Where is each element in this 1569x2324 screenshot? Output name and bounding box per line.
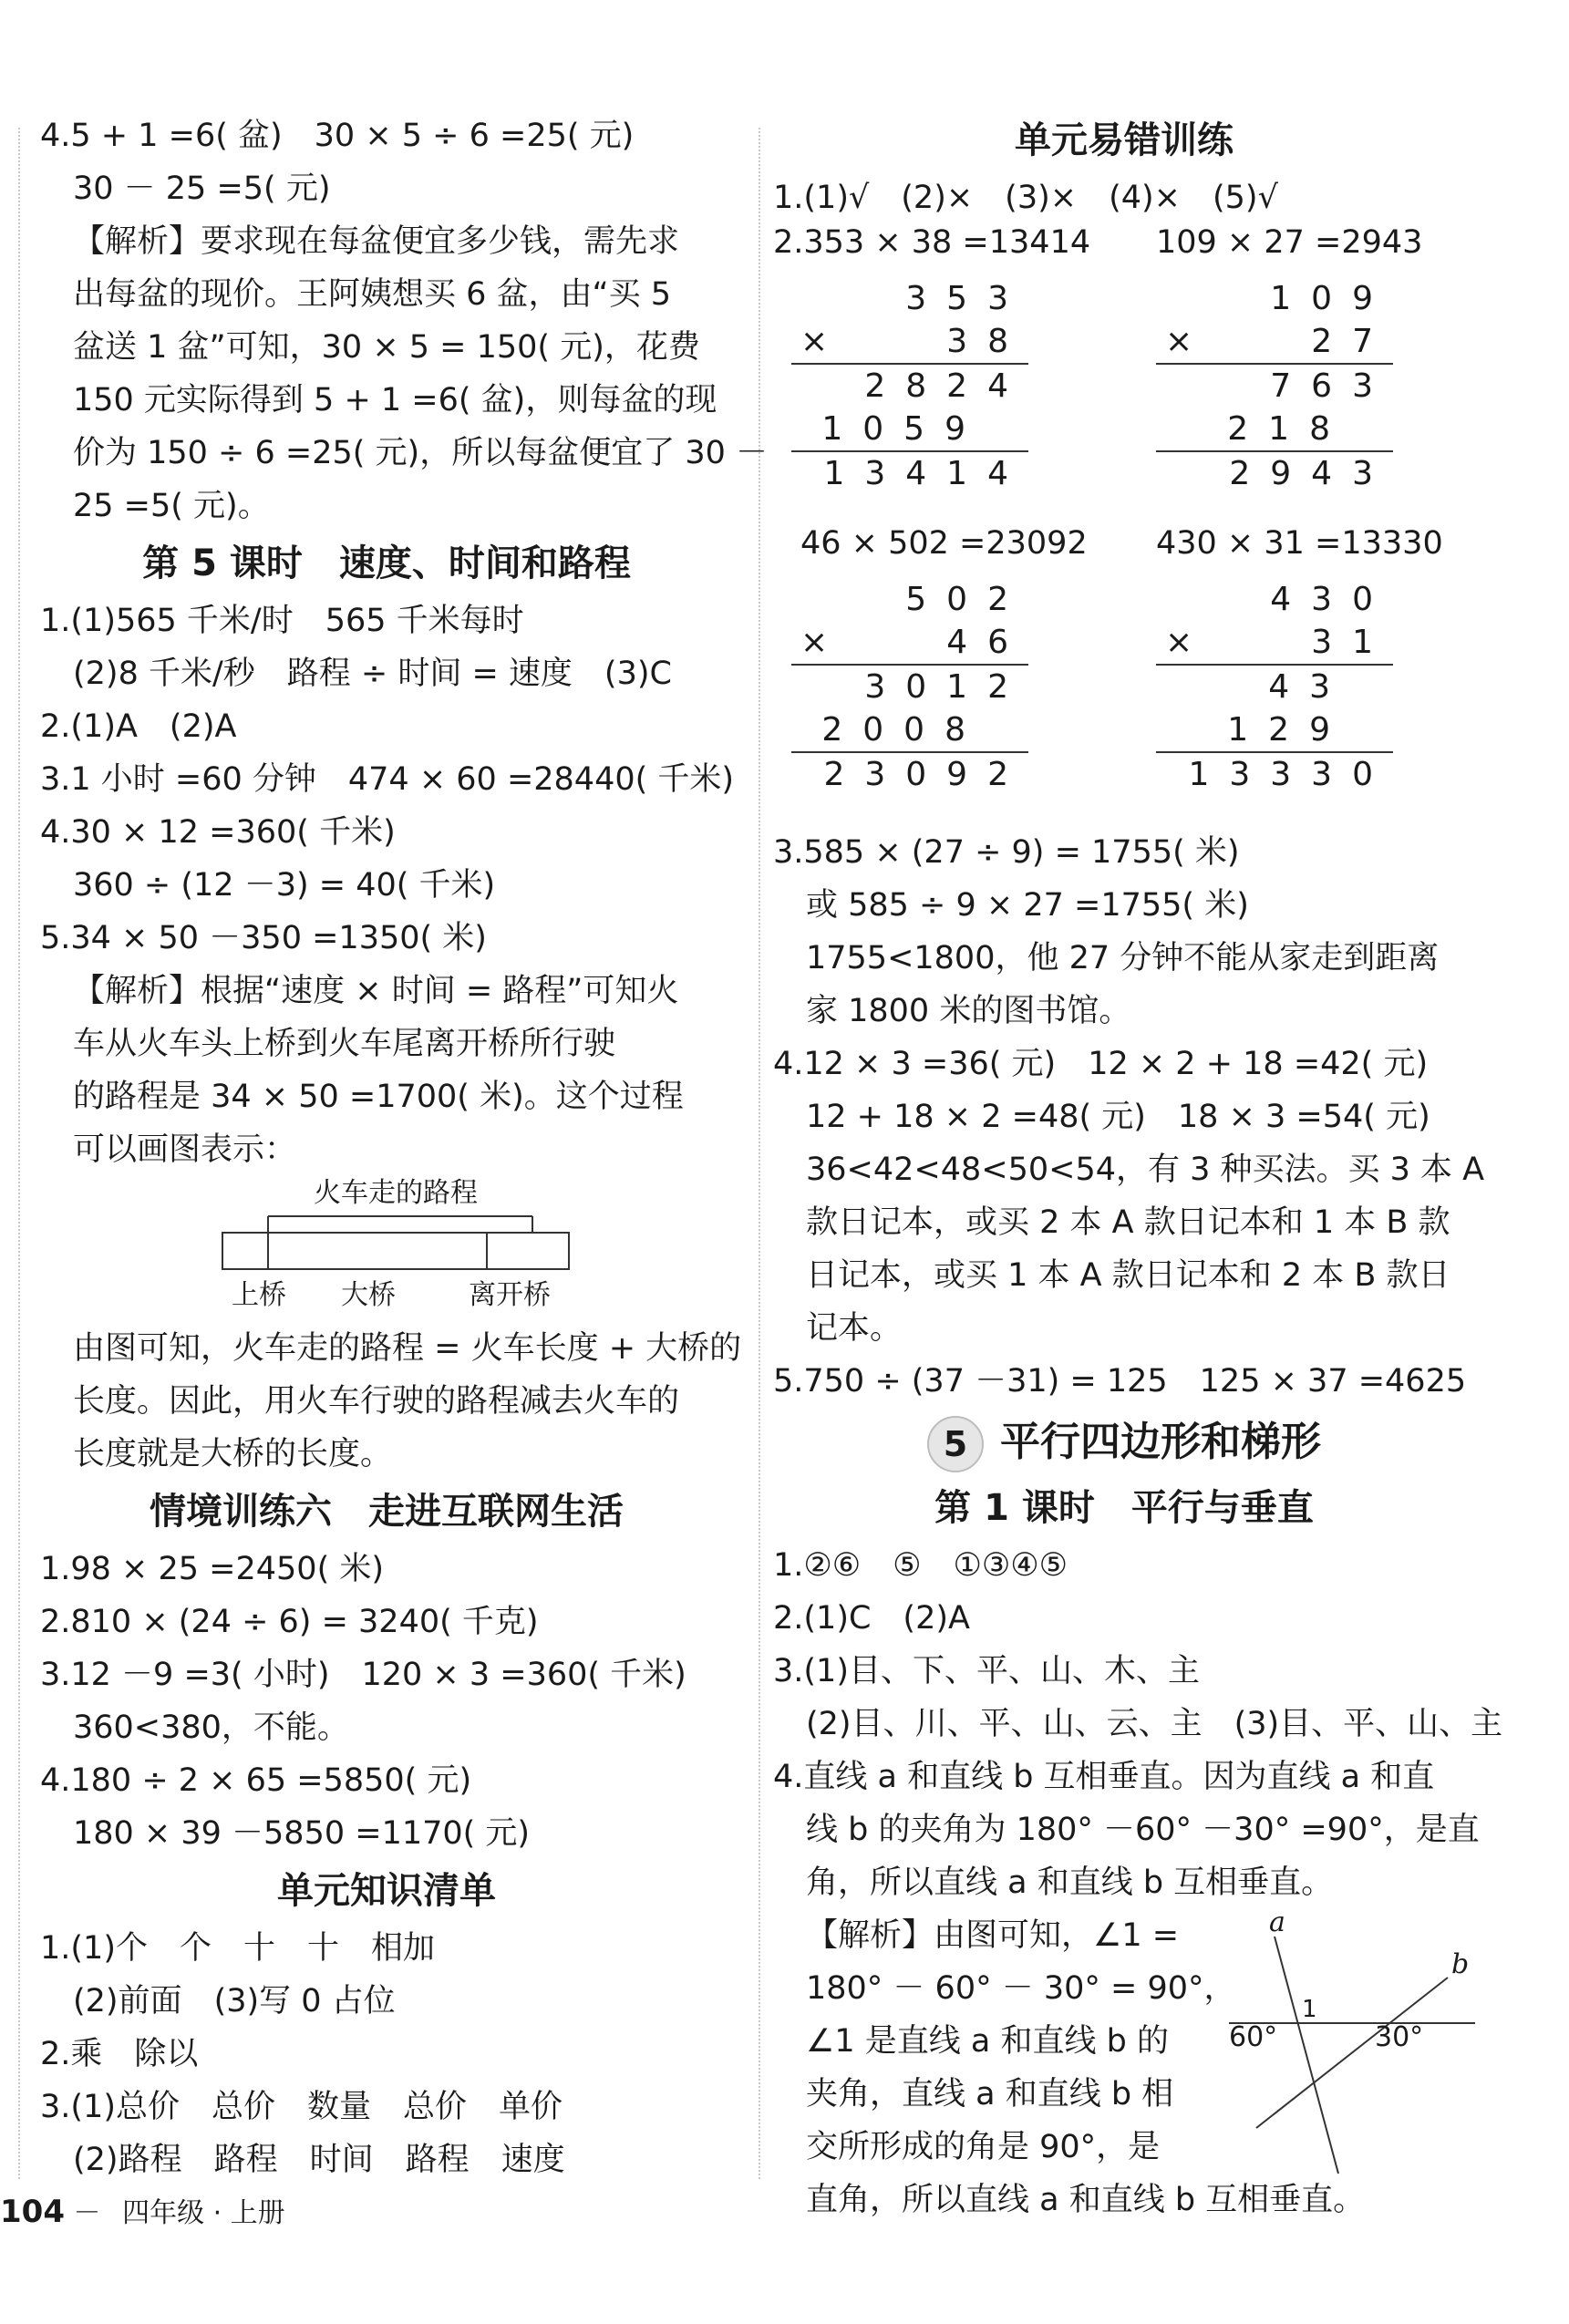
explanation-line: 【解析】由图可知，∠1 = [806, 1917, 1180, 1954]
calc-product: 2943 [1156, 450, 1393, 495]
answer-line: 4.12 × 3 =36( 元) 12 × 2 + 18 =42( 元) [773, 1046, 1429, 1082]
label-leave-bridge: 离开桥 [469, 1279, 551, 1311]
vertical-multiplication [1156, 277, 1393, 495]
calc-multiplicand: 502 [905, 581, 1028, 618]
explanation-line: 25 =5( 元)。 [73, 488, 270, 524]
calc-partial: 218 [1227, 410, 1350, 448]
answer-line: (2)8 千米/秒 路程 ÷ 时间 = 速度 (3)C [73, 656, 672, 692]
explanation-line: 【解析】要求现在每盆便宜多少钱，需先求 [73, 223, 680, 260]
explanation-line: 夹角，直线 a 和直线 b 相 [806, 2076, 1174, 2112]
answer-line: 360 ÷ (12 －3) = 40( 千米) [73, 867, 496, 904]
answer-line: 3.585 × (27 ÷ 9) = 1755( 米) [773, 834, 1240, 871]
explanation-line: 长度就是大桥的长度。 [73, 1436, 393, 1472]
section-heading: 第 1 课时 平行与垂直 [934, 1487, 1314, 1529]
answer-line: 日记本，或买 1 本 A 款日记本和 2 本 B 款日 [806, 1257, 1450, 1294]
answer-line: 2.乘 除以 [40, 2036, 199, 2072]
answer-line: 1.②⑥ ⑤ ①③④⑤ [773, 1547, 1068, 1584]
calc-partial: 3012 [791, 664, 1028, 708]
bridge-diagram [40, 1176, 733, 1322]
explanation-line: 直角，所以直线 a 和直线 b 互相垂直。 [806, 2182, 1366, 2218]
explanation-line: 由图可知，火车走的路程 = 火车长度 + 大桥的 [73, 1330, 742, 1367]
answer-line: 12 + 18 × 2 =48( 元) 18 × 3 =54( 元) [806, 1099, 1430, 1135]
explanation-line: 【解析】根据“速度 × 时间 = 路程”可知火 [73, 973, 679, 1009]
answer-line: 3.1 小时 =60 分钟 474 × 60 =28440( 千米) [40, 761, 735, 798]
answer-line: 1.(1)565 千米/时 565 千米每时 [40, 603, 524, 639]
answer-line: 家 1800 米的图书馆。 [806, 993, 1131, 1029]
vertical-calc-row [773, 525, 1475, 826]
calc-product: 13414 [791, 450, 1028, 495]
label-on-bridge: 上桥 [232, 1279, 286, 1311]
explanation-line: 长度。因此，用火车行驶的路程减去火车的 [73, 1383, 680, 1420]
right-column [773, 109, 1503, 2226]
answer-line: 2.810 × (24 ÷ 6) = 3240( 千克) [40, 1604, 539, 1640]
answer-line: 1755<1800，他 27 分钟不能从家走到距离 [806, 940, 1440, 976]
answer-line: 2.(1)A (2)A [40, 708, 237, 745]
chapter-heading [773, 1408, 1475, 1477]
answer-line: 360<380，不能。 [73, 1709, 349, 1746]
calc-multiplicand: 353 [905, 280, 1028, 317]
calc-multiplier: × 31 [1156, 621, 1393, 664]
answer-line: 180 × 39 －5850 =1170( 元) [73, 1815, 531, 1852]
calc-product: 13330 [1156, 751, 1393, 796]
answer-line: (2)目、川、平、山、云、主 (3)目、平、山、主 [806, 1706, 1503, 1742]
bridge-bar [222, 1233, 569, 1269]
calc-multiplier: × 27 [1156, 320, 1393, 363]
explanation-line: 车从火车头上桥到火车尾离开桥所行驶 [73, 1026, 616, 1062]
answer-line: 30 － 25 =5( 元) [73, 170, 331, 207]
explanation-line: 的路程是 34 × 50 =1700( 米)。这个过程 [73, 1079, 684, 1115]
label-30-degrees: 30° [1375, 2021, 1424, 2053]
answer-line: (2)路程 路程 时间 路程 速度 [73, 2142, 565, 2178]
equation: 46 × 502 =23092 [800, 525, 1088, 562]
answer-line: 36<42<48<50<54，有 3 种买法。买 3 本 A [806, 1152, 1485, 1188]
answer-line: 4.5 + 1 =6( 盆) 30 × 5 ÷ 6 =25( 元) [40, 118, 635, 154]
calc-multiplier: × 38 [791, 320, 1028, 363]
section-heading: 情境训练六 走进互联网生活 [150, 1491, 624, 1533]
vertical-multiplication [791, 277, 1028, 495]
answer-line: 1.98 × 25 =2450( 米) [40, 1551, 385, 1587]
explanation-line: ∠1 是直线 a 和直线 b 的 [806, 2023, 1169, 2060]
answer-line: 3.(1)总价 总价 数量 总价 单价 [40, 2089, 563, 2125]
calc-partial: 1059 [821, 410, 986, 448]
answer-line: 5.750 ÷ (37 －31) = 125 125 × 37 =4625 [773, 1363, 1467, 1400]
explanation-line: 交所形成的角是 90°，是 [806, 2129, 1161, 2165]
answer-line: 角，所以直线 a 和直线 b 互相垂直。 [806, 1864, 1334, 1901]
section-heading: 单元易错训练 [1015, 119, 1234, 161]
footer-dash: － [73, 2197, 101, 2229]
explanation-with-figure [773, 1909, 1475, 2226]
page-footer [0, 2190, 285, 2230]
vertical-calc-row [773, 224, 1475, 525]
explanation-line: 180° － 60° － 30° = 90°， [806, 1970, 1236, 2007]
left-column [40, 109, 768, 2186]
answer-line: 4.30 × 12 =360( 千米) [40, 814, 396, 851]
explanation-line: 价为 150 ÷ 6 =25( 元)，所以每盆便宜了 30 － [73, 435, 768, 471]
answer-line: 款日记本，或买 2 本 A 款日记本和 1 本 B 款 [806, 1204, 1450, 1241]
answer-line: 线 b 的夹角为 180° －60° －30° =90°，是直 [806, 1812, 1480, 1848]
answer-line: 1.(1)个 个 十 十 相加 [40, 1930, 435, 1967]
calc-partial: 43 [1156, 664, 1393, 708]
grade-label: 四年级 · 上册 [122, 2197, 285, 2229]
explanation-line: 出每盆的现价。王阿姨想买 6 盆，由“买 5 [73, 276, 672, 313]
answer-line: 3.12 －9 =3( 小时) 120 × 3 =360( 千米) [40, 1657, 686, 1693]
answer-line: 2.(1)C (2)A [773, 1600, 970, 1637]
label-60-degrees: 60° [1229, 2021, 1278, 2053]
calc-partial: 129 [1227, 711, 1350, 749]
calc-partial: 2824 [791, 363, 1028, 408]
label-b: b [1451, 1948, 1470, 1980]
answer-line: 记本。 [806, 1310, 903, 1347]
calc-product: 23092 [791, 751, 1028, 796]
equation: 430 × 31 =13330 [1156, 525, 1443, 562]
calc-multiplier: × 46 [791, 621, 1028, 664]
section-heading: 单元知识清单 [277, 1870, 496, 1912]
vertical-multiplication [791, 578, 1028, 796]
calc-multiplicand: 109 [1270, 280, 1393, 317]
explanation-line: 可以画图表示： [73, 1131, 297, 1168]
equation: 109 × 27 =2943 [1156, 224, 1423, 261]
explanation-line: 盆送 1 盆”可知，30 × 5 = 150( 元)，花费 [73, 329, 700, 366]
answer-line: 4.180 ÷ 2 × 65 =5850( 元) [40, 1762, 472, 1799]
page-number: 104 [0, 2194, 65, 2230]
calc-partial: 2008 [821, 711, 986, 749]
answer-line: (2)前面 (3)写 0 占位 [73, 1983, 396, 2019]
explanation-line: 150 元实际得到 5 + 1 =6( 盆)，则每盆的现 [73, 382, 717, 418]
answer-line: 1.(1)√ (2)× (3)× (4)× (5)√ [773, 180, 1278, 216]
answer-line: 3.(1)目、下、平、山、木、主 [773, 1653, 1200, 1689]
calc-multiplicand: 430 [1270, 581, 1393, 618]
label-bridge: 大桥 [341, 1279, 396, 1311]
left-margin-rule [18, 128, 20, 2179]
chapter-title: 平行四边形和梯形 [1000, 1419, 1321, 1465]
bridge-diagram-svg [204, 1176, 587, 1313]
answer-line: 或 585 ÷ 9 × 27 =1755( 米) [806, 887, 1249, 924]
diagram-top-label: 火车走的路程 [314, 1177, 478, 1209]
vertical-multiplication [1156, 578, 1393, 796]
calc-partial: 763 [1156, 363, 1393, 408]
chapter-number-badge: 5 [927, 1416, 984, 1472]
label-a: a [1269, 1909, 1285, 1938]
answer-line: 4.直线 a 和直线 b 互相垂直。因为直线 a 和直 [773, 1759, 1435, 1795]
label-angle-1: 1 [1302, 1996, 1317, 2023]
equation: 2.353 × 38 =13414 [773, 224, 1091, 261]
section-heading: 第 5 课时 速度、时间和路程 [142, 542, 631, 584]
answer-line: 5.34 × 50 －350 =1350( 米) [40, 920, 487, 956]
